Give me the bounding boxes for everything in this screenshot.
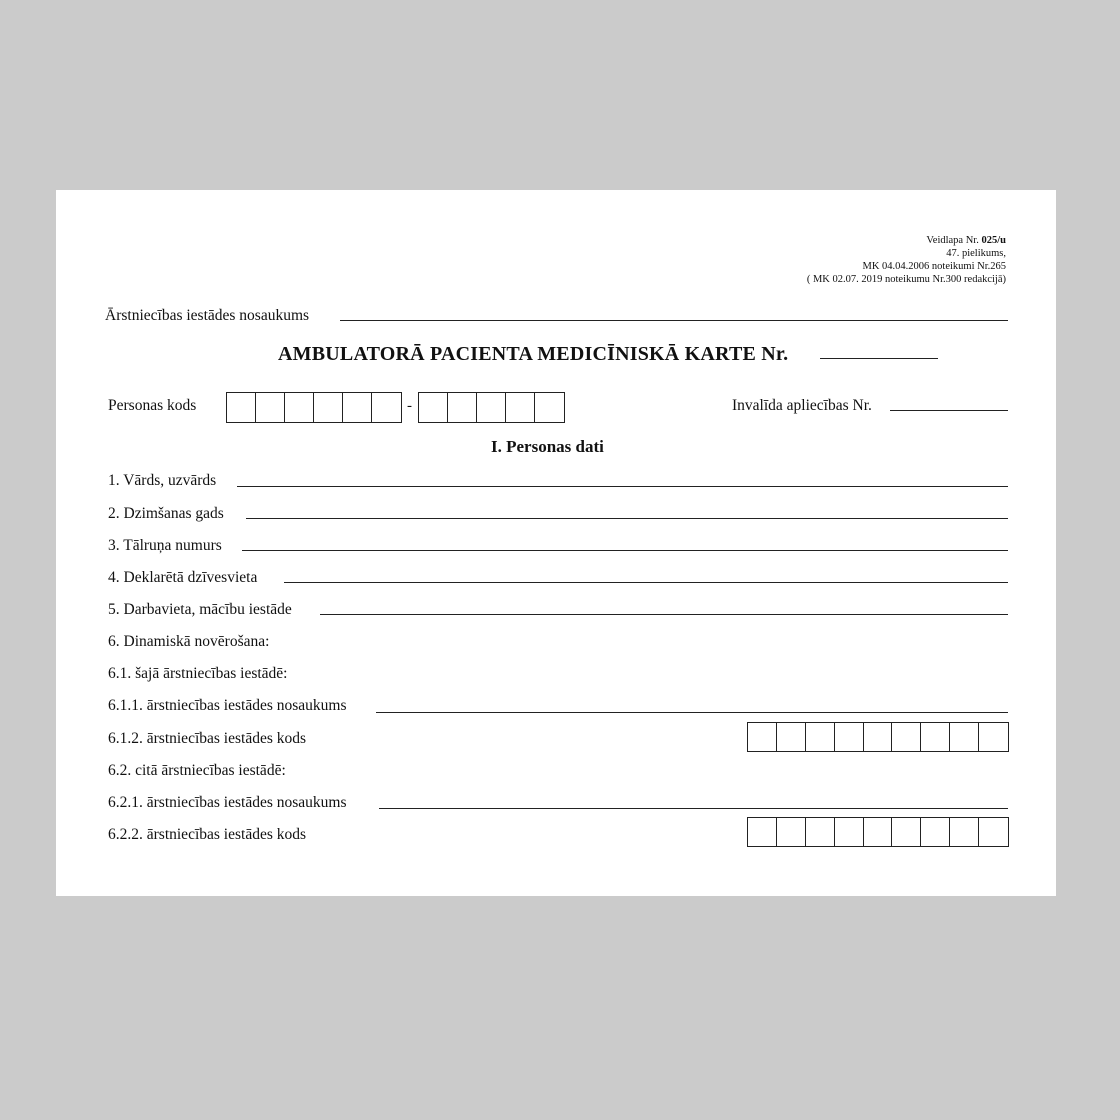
digit-box[interactable] — [314, 393, 343, 422]
form-number: 025/u — [981, 235, 1006, 246]
digit-box[interactable] — [227, 393, 256, 422]
digit-box[interactable] — [372, 393, 401, 422]
this-institution-label: 6.1. šajā ārstniecības iestādē: — [108, 665, 288, 682]
digit-box[interactable] — [979, 818, 1008, 846]
digit-box[interactable] — [864, 723, 893, 751]
form-header-note — [807, 234, 1006, 286]
card-number-field[interactable] — [820, 358, 938, 359]
phone-field[interactable] — [242, 550, 1008, 551]
this-inst-code-boxes[interactable] — [747, 722, 1009, 752]
digit-box[interactable] — [256, 393, 285, 422]
this-inst-name-field[interactable] — [376, 712, 1008, 713]
form-number-line — [807, 234, 1006, 247]
workplace-field[interactable] — [320, 614, 1008, 615]
personal-code-second-boxes[interactable] — [418, 392, 565, 423]
digit-box[interactable] — [777, 818, 806, 846]
digit-box[interactable] — [892, 818, 921, 846]
digit-box[interactable] — [921, 723, 950, 751]
digit-box[interactable] — [777, 723, 806, 751]
personal-code-label: Personas kods — [108, 397, 197, 414]
this-inst-name-label: 6.1.1. ārstniecības iestādes nosaukums — [108, 697, 347, 714]
digit-box[interactable] — [892, 723, 921, 751]
birth-year-label: 2. Dzimšanas gads — [108, 505, 224, 522]
digit-box[interactable] — [343, 393, 372, 422]
other-institution-label: 6.2. citā ārstniecības iestādē: — [108, 762, 286, 779]
digit-box[interactable] — [950, 818, 979, 846]
digit-box[interactable] — [806, 818, 835, 846]
disability-cert-label: Invalīda apliecības Nr. — [732, 397, 872, 414]
this-inst-code-label: 6.1.2. ārstniecības iestādes kods — [108, 730, 307, 747]
institution-name-label: Ārstniecības iestādes nosaukums — [105, 307, 310, 324]
form-sheet — [56, 190, 1056, 896]
digit-box[interactable] — [419, 393, 448, 422]
digit-box[interactable] — [506, 393, 535, 422]
form-annex: 47. pielikums, — [946, 248, 1006, 259]
phone-label: 3. Tālruņa numurs — [108, 537, 222, 554]
personal-code-first-boxes[interactable] — [226, 392, 402, 423]
digit-box[interactable] — [535, 393, 564, 422]
residence-field[interactable] — [284, 582, 1008, 583]
digit-box[interactable] — [864, 818, 893, 846]
birth-year-field[interactable] — [246, 518, 1008, 519]
institution-name-field[interactable] — [340, 320, 1008, 321]
digit-box[interactable] — [979, 723, 1008, 751]
section-title: I. Personas dati — [491, 437, 604, 456]
form-revision: ( MK 02.07. 2019 noteikumu Nr.300 redakcijā) — [806, 274, 1006, 285]
form-prefix: Veidlapa Nr. — [926, 235, 979, 246]
residence-label: 4. Deklarētā dzīvesvieta — [108, 569, 258, 586]
digit-box[interactable] — [748, 818, 777, 846]
digit-box[interactable] — [806, 723, 835, 751]
page-title: AMBULATORĀ PACIENTA MEDICĪNISKĀ KARTE Nr. — [278, 343, 789, 365]
digit-box[interactable] — [477, 393, 506, 422]
disability-cert-field[interactable] — [890, 410, 1008, 411]
name-field[interactable] — [237, 486, 1008, 487]
form-regulation: MK 04.04.2006 noteikumi Nr.265 — [862, 261, 1006, 272]
other-inst-code-label: 6.2.2. ārstniecības iestādes kods — [108, 826, 307, 843]
digit-box[interactable] — [285, 393, 314, 422]
digit-box[interactable] — [448, 393, 477, 422]
other-inst-name-field[interactable] — [379, 808, 1008, 809]
digit-box[interactable] — [835, 723, 864, 751]
other-inst-code-boxes[interactable] — [747, 817, 1009, 847]
digit-box[interactable] — [921, 818, 950, 846]
personal-code-separator: - — [407, 398, 412, 414]
dynamic-observation-label: 6. Dinamiskā novērošana: — [108, 633, 270, 650]
name-label: 1. Vārds, uzvārds — [108, 472, 217, 489]
digit-box[interactable] — [950, 723, 979, 751]
other-inst-name-label: 6.2.1. ārstniecības iestādes nosaukums — [108, 794, 347, 811]
workplace-label: 5. Darbavieta, mācību iestāde — [108, 601, 292, 618]
digit-box[interactable] — [835, 818, 864, 846]
digit-box[interactable] — [748, 723, 777, 751]
